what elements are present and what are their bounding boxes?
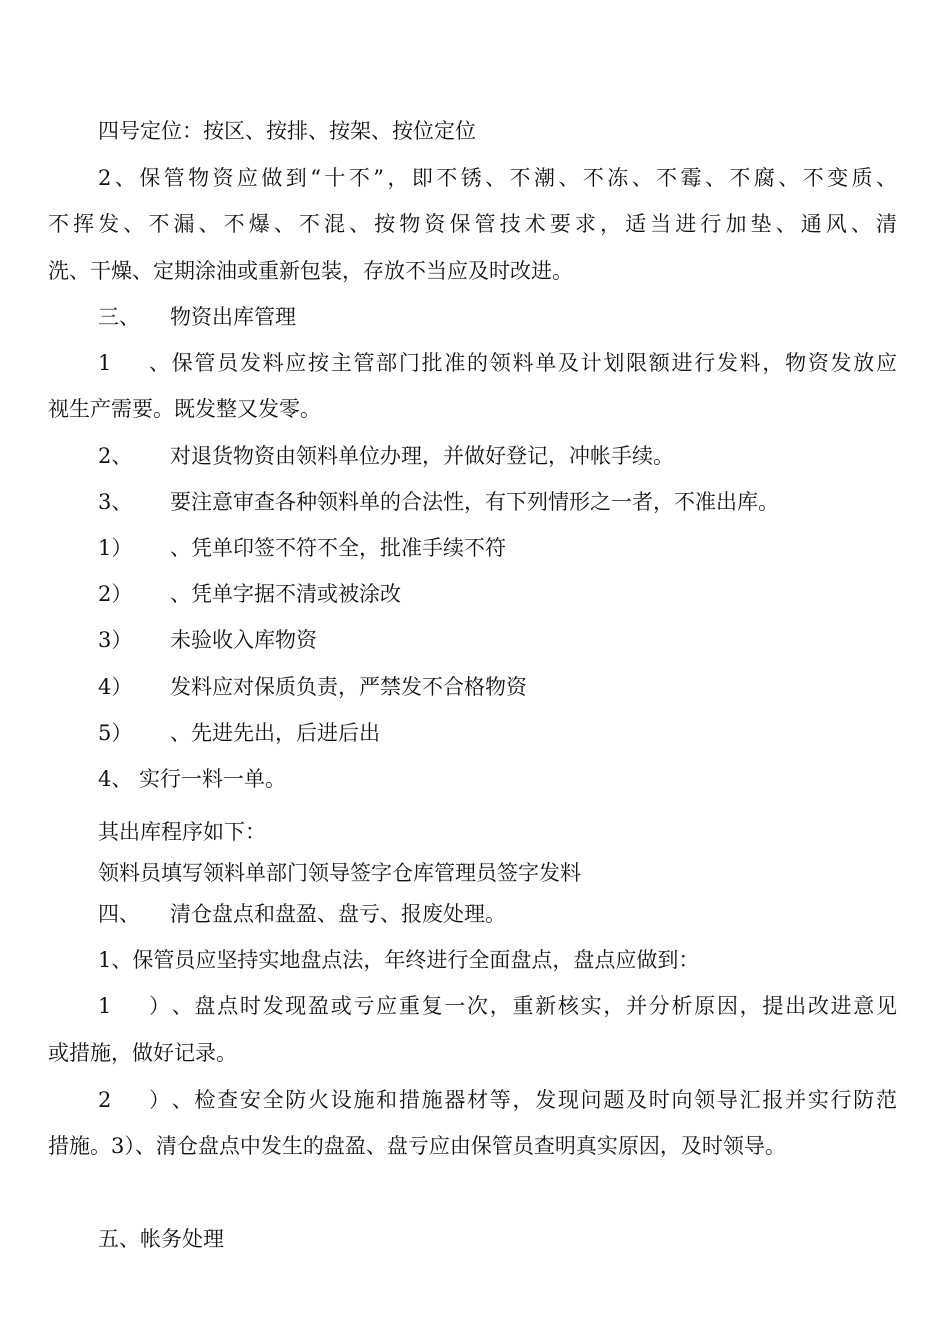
list-item-text: 对退货物资由领料单位办理，并做好登记，冲帐手续。 [170,444,674,468]
list-number: 1） [98,994,170,1018]
list-item-text: 、盘点时发现盈或亏应重复一次，重新核实，并分析原因，提出改进意见 [170,994,897,1018]
list-item-text: 、凭单字据不清或被涂改 [170,582,401,606]
list-item [98,677,527,698]
list-number: 2） [98,1088,170,1112]
heading-text: 物资出库管理 [170,305,296,329]
section-heading: 五、帐务处理 [98,1227,224,1251]
list-item [98,353,897,374]
paragraph-line: 1、保管员应坚持实地盘点法，年终进行全面盘点，盘点应做到： [98,948,700,972]
paragraph-line: 四号定位：按区、按排、按架、按位定位 [98,119,476,143]
list-number: 四、 [98,902,140,926]
list-item [98,492,779,513]
list-item [98,996,897,1017]
list-number: 2、 [98,444,133,468]
paragraph-line: 或措施，做好记录。 [48,1041,237,1065]
list-item-text: 、凭单印签不符不全，批准手续不符 [170,536,506,560]
list-item [98,538,506,559]
list-item-text: 保管员发料应按主管部门批准的领料单及计划限额进行发料，物资发放应 [170,351,897,375]
list-item-text: 、先进先出，后进后出 [170,721,380,745]
paragraph-line: 视生产需要。既发整又发零。 [48,397,321,421]
paragraph-line: 领料员填写领料单部门领导签字仓库管理员签字发料 [98,861,581,885]
list-item-text: 发料应对保质负责，严禁发不合格物资 [170,675,527,699]
section-heading [98,904,506,925]
paragraph-line: 措施。3）、清仓盘点中发生的盘盈、盘亏应由保管员查明真实原因，及时领导。 [48,1134,786,1158]
list-item [98,1090,897,1111]
list-item-text: 、检查安全防火设施和措施器材等，发现问题及时向领导汇报并实行防范 [170,1088,897,1112]
list-number: 4） [98,675,133,699]
list-number: 3、 [98,490,133,514]
list-number: 2） [98,582,133,606]
section-heading [98,307,296,328]
paragraph-line: 2、保管物资应做到“十不”，即不锈、不潮、不冻、不霉、不腐、不变质、 [98,166,897,190]
paragraph-line: 不挥发、不漏、不爆、不混、按物资保管技术要求，适当进行加垫、通风、清 [48,212,897,236]
paragraph-line: 其出库程序如下： [98,820,266,844]
list-number: 3） [98,628,133,652]
paragraph-line: 洗、干燥、定期涂油或重新包装，存放不当应及时改进。 [48,259,573,283]
list-item [98,446,674,467]
list-item-text: 要注意审查各种领料单的合法性，有下列情形之一者，不准出库。 [170,490,779,514]
list-item [98,723,380,744]
heading-text: 清仓盘点和盘盈、盘亏、报废处理。 [170,902,506,926]
paragraph-line: 4、 实行一料一单。 [98,767,287,791]
list-number: 1、 [98,351,170,375]
list-item-text: 未验收入库物资 [170,628,317,652]
list-number: 1） [98,536,133,560]
list-number: 5） [98,721,133,745]
list-item [98,630,317,651]
list-item [98,584,401,605]
list-number: 三、 [98,305,140,329]
